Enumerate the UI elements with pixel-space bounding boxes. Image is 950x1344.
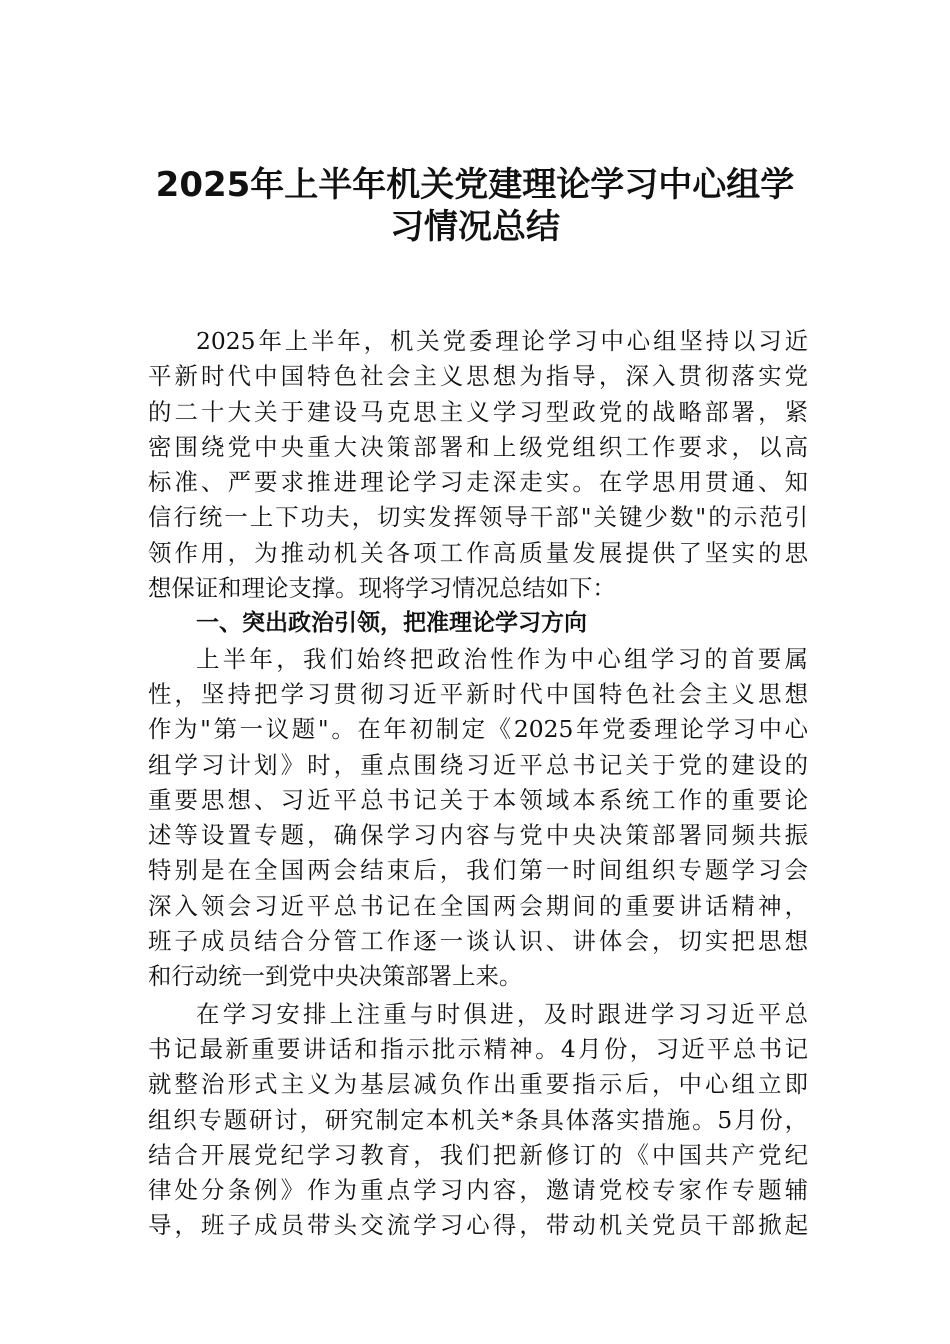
paragraph-3-line: 导，班子成员带头交流学习心得，带动机关党员干部掀起 [148, 1211, 808, 1240]
paragraph-1-line: 密围绕党中央重大决策部署和上级党组织工作要求，以高 [148, 432, 808, 461]
paragraph-2-line: 组学习计划》时，重点围绕习近平总书记关于党的建设的 [148, 750, 808, 779]
document-title-line-1: 2025年上半年机关党建理论学习中心组学 [155, 165, 795, 205]
paragraph-1-line: 标准、严要求推进理论学习走深走实。在学思用贯通、知 [148, 468, 808, 497]
paragraph-3-line: 就整治形式主义为基层减负作出重要指示后，中心组立即 [148, 1070, 808, 1099]
paragraph-1-line: 信行统一上下功夫，切实发挥领导干部"关键少数"的示范引 [148, 503, 808, 532]
document-body [148, 324, 808, 1244]
paragraph-2-line: 上半年，我们始终把政治性作为中心组学习的首要属 [196, 644, 808, 673]
paragraph-1-line: 平新时代中国特色社会主义思想为指导，深入贯彻落实党 [148, 362, 808, 391]
paragraph-3-line: 组织专题研讨，研究制定本机关*条具体落实措施。5月份， [148, 1105, 808, 1134]
paragraph-2-line: 性，坚持把学习贯彻习近平新时代中国特色社会主义思想 [148, 679, 808, 708]
paragraph-2-line: 重要思想、习近平总书记关于本领域本系统工作的重要论 [148, 785, 808, 814]
paragraph-2-line: 作为"第一议题"。在年初制定《2025年党委理论学习中心 [148, 715, 808, 744]
paragraph-2-line: 述等设置专题，确保学习内容与党中央决策部署同频共振 [148, 821, 808, 850]
paragraph-3-line: 在学习安排上注重与时俱进，及时跟进学习习近平总 [196, 999, 808, 1028]
paragraph-3-line: 结合开展党纪学习教育，我们把新修订的《中国共产党纪 [148, 1140, 808, 1169]
paragraph-3-line: 书记最新重要讲话和指示批示精神。4月份，习近平总书记 [148, 1034, 808, 1063]
paragraph-1-line: 的二十大关于建设马克思主义学习型政党的战略部署，紧 [148, 397, 808, 426]
paragraph-2-line: 特别是在全国两会结束后，我们第一时间组织专题学习会 [148, 856, 808, 885]
document-title-line-2: 习情况总结 [390, 207, 560, 247]
paragraph-3-line: 律处分条例》作为重点学习内容，邀请党校专家作专题辅 [148, 1176, 808, 1205]
section-heading-1: 一、突出政治引领，把准理论学习方向 [196, 610, 587, 637]
paragraph-1-line: 想保证和理论支撑。现将学习情况总结如下： [148, 574, 616, 603]
paragraph-2-line: 深入领会习近平总书记在全国两会期间的重要讲话精神， [148, 891, 808, 920]
paragraph-2-line: 班子成员结合分管工作逐一谈认识、讲体会，切实把思想 [148, 927, 808, 956]
paragraph-2-line: 和行动统一到党中央决策部署上来。 [148, 962, 523, 991]
paragraph-1-line: 领作用，为推动机关各项工作高质量发展提供了坚实的思 [148, 538, 808, 567]
paragraph-1-line: 2025年上半年，机关党委理论学习中心组坚持以习近 [196, 327, 808, 355]
